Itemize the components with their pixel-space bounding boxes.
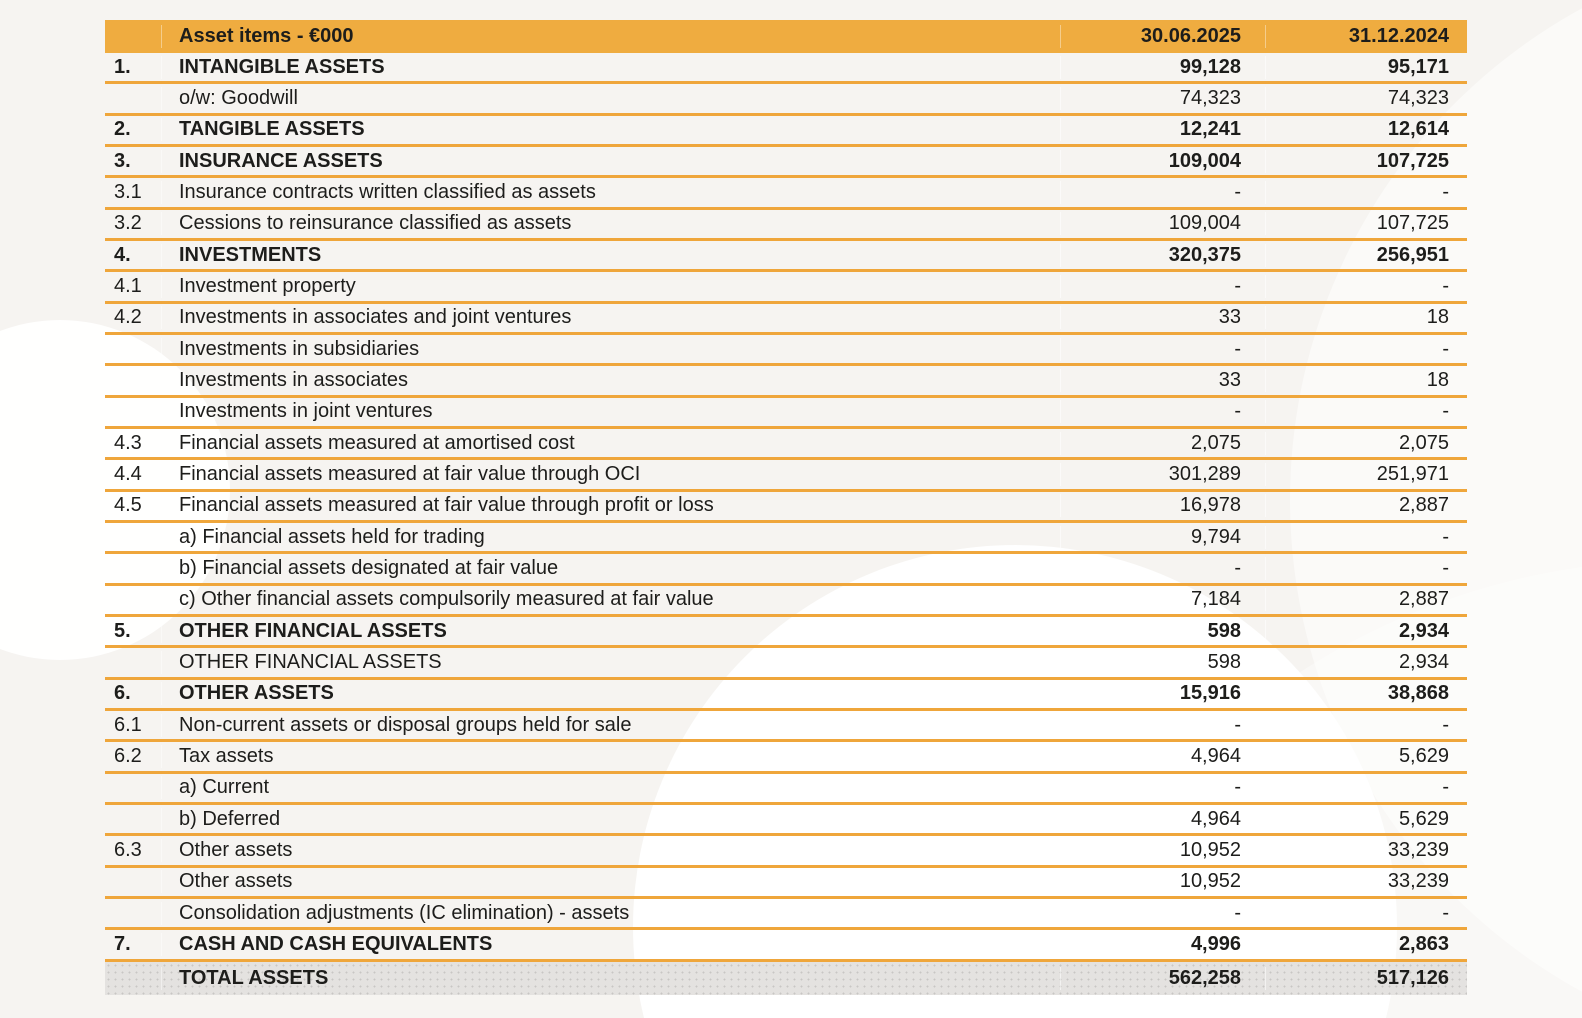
- row-label: b) Financial assets designated at fair value: [161, 557, 1060, 580]
- table-row: [105, 147, 1467, 178]
- value-30-06-2025: 15,916: [1060, 682, 1265, 705]
- row-label: a) Current: [161, 776, 1060, 799]
- value-30-06-2025: 4,996: [1060, 933, 1265, 956]
- table-row: [105, 742, 1467, 773]
- table-row: [105, 962, 1467, 995]
- row-label: TOTAL ASSETS: [161, 967, 1060, 990]
- value-30-06-2025: -: [1060, 776, 1265, 799]
- value-31-12-2024: 5,629: [1265, 745, 1467, 768]
- table-body: [105, 53, 1467, 995]
- value-30-06-2025: 9,794: [1060, 526, 1265, 549]
- value-30-06-2025: -: [1060, 400, 1265, 423]
- row-label: INSURANCE ASSETS: [161, 150, 1060, 173]
- table-row: [105, 84, 1467, 115]
- row-label: OTHER FINANCIAL ASSETS: [161, 651, 1060, 674]
- row-number: 6.: [114, 682, 131, 705]
- value-31-12-2024: -: [1265, 557, 1467, 580]
- value-31-12-2024: 18: [1265, 369, 1467, 392]
- row-label: Investments in subsidiaries: [161, 338, 1060, 361]
- row-number: 1.: [114, 55, 131, 78]
- row-number: 3.2: [114, 212, 142, 235]
- value-31-12-2024: 256,951: [1265, 244, 1467, 267]
- row-label: Financial assets measured at fair value through OCI: [161, 463, 1060, 486]
- row-label: Investments in associates and joint ventures: [161, 306, 1060, 329]
- value-31-12-2024: 33,239: [1265, 870, 1467, 893]
- value-30-06-2025: 562,258: [1060, 967, 1265, 990]
- value-30-06-2025: 598: [1060, 620, 1265, 643]
- value-31-12-2024: 33,239: [1265, 839, 1467, 862]
- table-header-row: [105, 20, 1467, 53]
- row-label: Tax assets: [161, 745, 1060, 768]
- table-row: [105, 210, 1467, 241]
- table-row: [105, 116, 1467, 147]
- row-number: 4.4: [114, 462, 142, 485]
- row-label: Insurance contracts written classified as assets: [161, 181, 1060, 204]
- table-row: [105, 836, 1467, 867]
- table-row: [105, 586, 1467, 617]
- table-row: [105, 178, 1467, 209]
- value-30-06-2025: 33: [1060, 306, 1265, 329]
- row-number: 4.3: [114, 431, 142, 454]
- value-31-12-2024: -: [1265, 275, 1467, 298]
- row-label: OTHER ASSETS: [161, 682, 1060, 705]
- table-row: [105, 335, 1467, 366]
- row-number: 3.: [114, 149, 131, 172]
- value-31-12-2024: 107,725: [1265, 150, 1467, 173]
- value-31-12-2024: 2,887: [1265, 588, 1467, 611]
- row-label: Consolidation adjustments (IC elimination) - assets: [161, 902, 1060, 925]
- row-label: INVESTMENTS: [161, 244, 1060, 267]
- value-31-12-2024: -: [1265, 714, 1467, 737]
- row-label: Non-current assets or disposal groups held for sale: [161, 714, 1060, 737]
- row-label: b) Deferred: [161, 808, 1060, 831]
- row-label: a) Financial assets held for trading: [161, 526, 1060, 549]
- table-row: [105, 899, 1467, 930]
- value-30-06-2025: -: [1060, 275, 1265, 298]
- row-number: 4.5: [114, 494, 142, 517]
- row-number: 3.1: [114, 180, 142, 203]
- header-asset-items: Asset items - €000: [161, 25, 1060, 48]
- table-row: [105, 648, 1467, 679]
- table-row: [105, 460, 1467, 491]
- row-label: Investments in joint ventures: [161, 400, 1060, 423]
- value-30-06-2025: 99,128: [1060, 56, 1265, 79]
- row-label: Financial assets measured at amortised cost: [161, 432, 1060, 455]
- table-row: [105, 805, 1467, 836]
- row-label: Investment property: [161, 275, 1060, 298]
- value-30-06-2025: 2,075: [1060, 432, 1265, 455]
- header-period-2: 31.12.2024: [1265, 25, 1467, 48]
- row-label: Cessions to reinsurance classified as assets: [161, 212, 1060, 235]
- value-31-12-2024: 517,126: [1265, 967, 1467, 990]
- value-30-06-2025: 16,978: [1060, 494, 1265, 517]
- value-30-06-2025: 74,323: [1060, 87, 1265, 110]
- value-31-12-2024: -: [1265, 526, 1467, 549]
- value-31-12-2024: -: [1265, 400, 1467, 423]
- row-label: Other assets: [161, 870, 1060, 893]
- value-30-06-2025: -: [1060, 902, 1265, 925]
- value-31-12-2024: 2,887: [1265, 494, 1467, 517]
- value-31-12-2024: 2,075: [1265, 432, 1467, 455]
- header-period-1: 30.06.2025: [1060, 25, 1265, 48]
- row-label: o/w: Goodwill: [161, 87, 1060, 110]
- table-row: [105, 429, 1467, 460]
- value-31-12-2024: 95,171: [1265, 56, 1467, 79]
- value-30-06-2025: 301,289: [1060, 463, 1265, 486]
- row-number: 6.2: [114, 744, 142, 767]
- value-30-06-2025: 109,004: [1060, 150, 1265, 173]
- row-number: 6.1: [114, 713, 142, 736]
- row-number: 4.: [114, 243, 131, 266]
- value-31-12-2024: -: [1265, 776, 1467, 799]
- value-31-12-2024: 2,863: [1265, 933, 1467, 956]
- value-30-06-2025: 33: [1060, 369, 1265, 392]
- value-31-12-2024: 12,614: [1265, 118, 1467, 141]
- table-row: [105, 930, 1467, 961]
- value-30-06-2025: 12,241: [1060, 118, 1265, 141]
- table-row: [105, 523, 1467, 554]
- table-row: [105, 680, 1467, 711]
- table-row: [105, 774, 1467, 805]
- row-label: TANGIBLE ASSETS: [161, 118, 1060, 141]
- value-30-06-2025: -: [1060, 557, 1265, 580]
- value-31-12-2024: 38,868: [1265, 682, 1467, 705]
- value-31-12-2024: 5,629: [1265, 808, 1467, 831]
- value-31-12-2024: -: [1265, 902, 1467, 925]
- row-number: 7.: [114, 932, 131, 955]
- table-row: [105, 241, 1467, 272]
- row-number: 4.1: [114, 274, 142, 297]
- table-row: [105, 617, 1467, 648]
- table-row: [105, 304, 1467, 335]
- row-number: 2.: [114, 118, 131, 141]
- value-31-12-2024: 18: [1265, 306, 1467, 329]
- value-30-06-2025: 598: [1060, 651, 1265, 674]
- row-label: Investments in associates: [161, 369, 1060, 392]
- value-30-06-2025: -: [1060, 714, 1265, 737]
- row-label: Financial assets measured at fair value through profit or loss: [161, 494, 1060, 517]
- row-number: 4.2: [114, 306, 142, 329]
- table-row: [105, 492, 1467, 523]
- value-31-12-2024: 251,971: [1265, 463, 1467, 486]
- table-row: [105, 366, 1467, 397]
- table-row: [105, 868, 1467, 899]
- value-30-06-2025: 10,952: [1060, 870, 1265, 893]
- value-30-06-2025: 109,004: [1060, 212, 1265, 235]
- table-row: [105, 554, 1467, 585]
- row-label: INTANGIBLE ASSETS: [161, 56, 1060, 79]
- value-31-12-2024: -: [1265, 338, 1467, 361]
- value-31-12-2024: -: [1265, 181, 1467, 204]
- value-31-12-2024: 107,725: [1265, 212, 1467, 235]
- row-number: 5.: [114, 619, 131, 642]
- row-number: 6.3: [114, 838, 142, 861]
- value-31-12-2024: 2,934: [1265, 651, 1467, 674]
- row-label: c) Other financial assets compulsorily measured at fair value: [161, 588, 1060, 611]
- value-31-12-2024: 2,934: [1265, 620, 1467, 643]
- value-31-12-2024: 74,323: [1265, 87, 1467, 110]
- row-label: Other assets: [161, 839, 1060, 862]
- value-30-06-2025: 320,375: [1060, 244, 1265, 267]
- table-row: [105, 711, 1467, 742]
- assets-table: [105, 20, 1467, 995]
- value-30-06-2025: 7,184: [1060, 588, 1265, 611]
- table-row: [105, 272, 1467, 303]
- value-30-06-2025: 10,952: [1060, 839, 1265, 862]
- row-label: CASH AND CASH EQUIVALENTS: [161, 933, 1060, 956]
- table-row: [105, 53, 1467, 84]
- table-row: [105, 398, 1467, 429]
- value-30-06-2025: -: [1060, 181, 1265, 204]
- row-label: OTHER FINANCIAL ASSETS: [161, 620, 1060, 643]
- value-30-06-2025: -: [1060, 338, 1265, 361]
- value-30-06-2025: 4,964: [1060, 808, 1265, 831]
- value-30-06-2025: 4,964: [1060, 745, 1265, 768]
